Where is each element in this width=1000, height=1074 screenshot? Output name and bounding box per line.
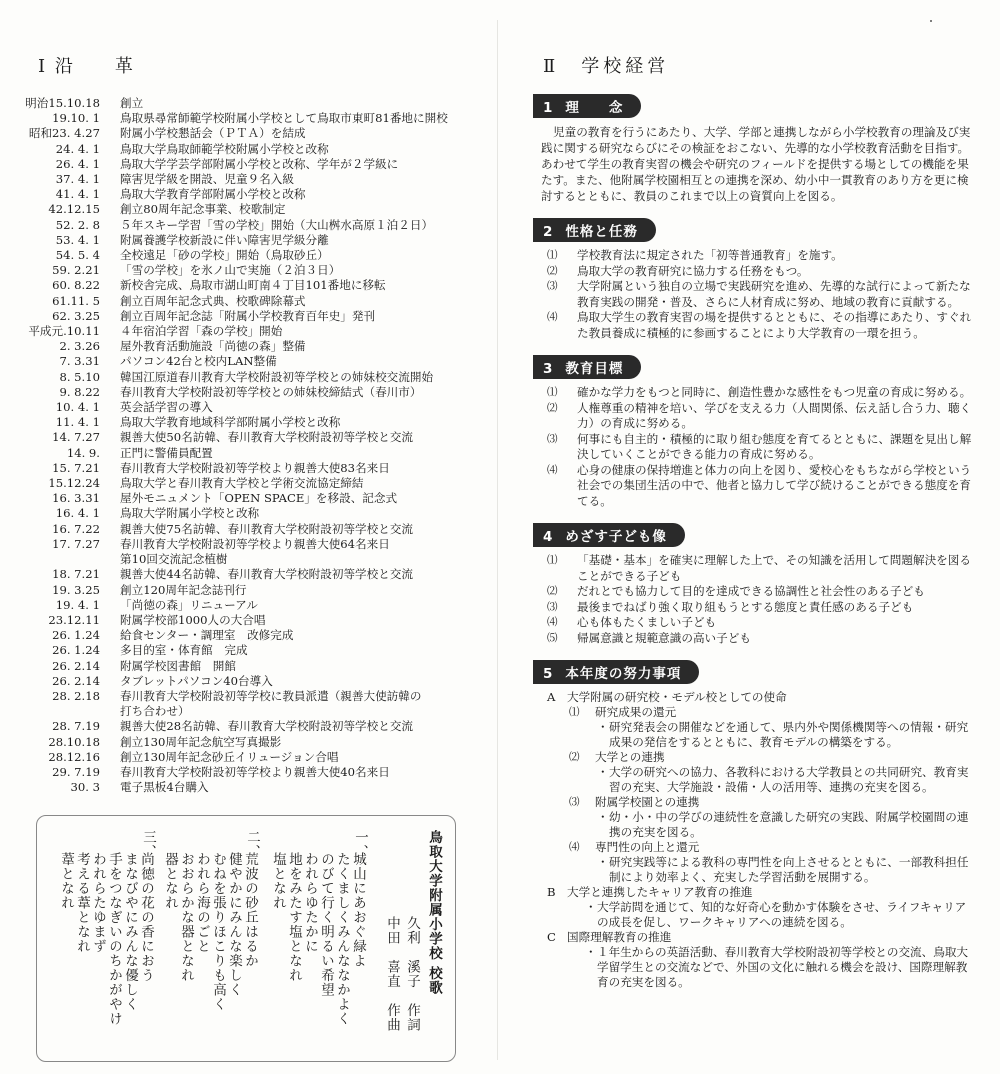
history-row	[22, 400, 477, 415]
verse-line: 荒波の砂丘はるか	[242, 852, 258, 968]
history-text: 屋外教育活動施設「尚徳の森」整備	[120, 339, 306, 354]
effort-c-detail: ・ １年生からの英語活動、春川教育大学校附設初等学校との交流、鳥取大学留学生との交流などで、外国の文化に触れる機会を設け、国際理解教育の充実を図る。	[585, 945, 969, 989]
history-row	[22, 142, 477, 157]
effort-subitem: ⑶ 附属学校園との連携	[569, 795, 700, 809]
history-date: 23.12.11	[48, 612, 100, 627]
verse-line: まなびやにみんな優しく	[122, 852, 138, 1012]
history-row	[22, 370, 477, 385]
history-row	[22, 294, 477, 309]
verse-line: 城山にあおぐ緑よ	[350, 852, 366, 968]
history-date: 28.12.16	[48, 749, 100, 764]
history-row	[22, 689, 477, 704]
history-text: 親善大使50名訪韓、春川教育大学校附設初等学校と交流	[120, 430, 414, 445]
history-row	[22, 446, 477, 461]
history-date: 29. 7.19	[52, 764, 100, 779]
history-date: 37. 4. 1	[55, 172, 100, 187]
history-text: 春川教育大学校附設初等学校より親善大使64名来日	[120, 536, 390, 551]
history-text: 「尚徳の森」リニューアル	[120, 597, 258, 612]
history-date: 26. 1.24	[52, 643, 100, 658]
history-title: Ⅰ 沿 革	[38, 56, 135, 77]
history-text: 創立百周年記念式典、校歌碑除幕式	[120, 293, 306, 308]
history-text: 障害児学級を開設、児童９名入級	[120, 172, 294, 187]
history-row	[22, 628, 477, 643]
history-text: 附属学校部1000人の大合唱	[120, 612, 266, 627]
history-row	[22, 278, 477, 293]
history-text: 打ち合わせ）	[120, 704, 190, 719]
song-lyricist: 久利 溪子 作詞	[404, 916, 420, 1032]
history-date: 17. 7.27	[52, 536, 100, 551]
list-item: ⑶ 大学附属という独自の立場で実践研究を進め、先導的な試行によって新たな教育実践の開発・普及、さらに人材育成に努め、地域の教育に貢献する。	[547, 279, 971, 309]
history-text: 親善大使44名訪韓、春川教育大学校附設初等学校と交流	[120, 567, 414, 582]
verse-line: 葦となれ	[58, 852, 74, 910]
song-title: 鳥取大学附属小学校 校歌	[426, 830, 442, 996]
history-row	[22, 765, 477, 780]
history-text: 屋外モニュメント「OPEN SPACE」を移設、記念式	[120, 491, 398, 506]
verse-line: 考える葦となれ	[74, 852, 90, 954]
verse-line: 手をつなぎいのちかがやけ	[106, 852, 122, 1026]
history-row	[22, 309, 477, 324]
section-heading: 1 理 念	[533, 94, 641, 118]
history-row	[22, 354, 477, 369]
verse-line: 地をみたす塩となれ	[286, 852, 302, 983]
history-date: 15.12.24	[48, 476, 100, 491]
history-date: 42.12.15	[48, 202, 100, 217]
list-item: ⑵ だれとでも協力して目的を達成できる協調性と社会性のある子ども	[547, 584, 925, 598]
effort-subitem-detail: ・ 大学の研究への協力、各教科における大学教員との共同研究、教育実習の充実、大学施設・設備・人の活用等、連携の充実を図る。	[597, 765, 969, 794]
history-row	[22, 552, 477, 567]
history-column	[22, 52, 477, 795]
verse-line: 尚徳の花の香におう	[138, 852, 154, 983]
verse-line: われらゆたかに	[302, 852, 318, 954]
history-row	[22, 324, 477, 339]
verse-number: 二、	[244, 830, 260, 859]
history-text: 創立120周年記念誌刊行	[120, 582, 247, 597]
history-row	[22, 506, 477, 521]
history-text: 鳥取大学学芸学部附属小学校と改称、学年が２学級に	[120, 156, 399, 171]
history-text: 創立80周年記念事業、校歌制定	[120, 202, 286, 217]
effort-b: B 大学と連携したキャリア教育の推進	[547, 885, 753, 899]
history-row	[22, 522, 477, 537]
history-text: 鳥取県尋常師範学校附属小学校として鳥取市東町81番地に開校	[120, 111, 448, 126]
history-date: 26. 2.14	[52, 658, 100, 673]
history-text: 春川教育大学校附設初等学校より親善大使83名来日	[120, 460, 390, 475]
history-text: 創立百周年記念誌「附属小学校教育百年史」発刊	[120, 308, 376, 323]
list-item: ⑷ 鳥取大学生の教育実習の場を提供するとともに、その指導にあたり、すぐれた教員養成に積極的に参画することにより大学教育の一環を担う。	[547, 310, 972, 340]
school-song-box	[36, 815, 456, 1062]
history-date: 15. 7.21	[52, 460, 100, 475]
history-text: 附属養護学校新設に伴い障害児学級分離	[120, 232, 329, 247]
history-date: 昭和23. 4.27	[28, 126, 100, 141]
history-date: 59. 2.21	[52, 263, 100, 278]
management-column	[527, 52, 977, 1004]
history-row	[22, 233, 477, 248]
history-text: 創立130周年記念砂丘イリュージョン合唱	[120, 749, 339, 764]
verse-line: 塩となれ	[270, 852, 286, 910]
history-row	[22, 111, 477, 126]
list-item: ⑴ 「基礎・基本」を確実に理解した上で、その知識を活用して問題解決を図ることができる子ども	[547, 553, 971, 583]
verse-line: たくましくみんななかよく	[334, 852, 350, 1026]
history-row	[22, 461, 477, 476]
history-date: 19. 3.25	[52, 582, 100, 597]
history-text: 「雪の学校」を氷ノ山で実施（２泊３日）	[120, 263, 341, 278]
verse-line: 健やかにみんな楽しく	[226, 852, 242, 997]
effort-subitem: ⑷ 専門性の向上と還元	[569, 840, 700, 854]
effort-subitem-detail: ・ 幼・小・中の学びの連続性を意識した研究の実践、附属学校園間の連携の充実を図る。	[597, 810, 969, 839]
section-ideal-child	[527, 523, 977, 646]
history-date: 7. 3.31	[59, 354, 100, 369]
history-date: 26. 4. 1	[55, 156, 100, 171]
list-item: ⑴ 学校教育法に規定された「初等普通教育」を施す。	[547, 248, 843, 262]
verse-number: 三、	[140, 830, 156, 859]
history-text: 英会話学習の導入	[120, 400, 213, 415]
history-row	[22, 491, 477, 506]
history-date: 18. 7.21	[52, 567, 100, 582]
history-text: 正門に警備員配置	[120, 445, 213, 460]
history-row	[22, 674, 477, 689]
list-item: ⑶ 何事にも自主的・積極的に取り組む態度を育てるとともに、課題を見出し解決していくことができる能力の育成に努める。	[547, 431, 972, 461]
history-row	[22, 476, 477, 491]
history-text: 創立130周年記念航空写真撮影	[120, 734, 282, 749]
verse-line: われらたゆまず	[90, 852, 106, 954]
history-text: 親善大使75名訪韓、春川教育大学校附設初等学校と交流	[120, 521, 414, 536]
history-row	[22, 126, 477, 141]
history-date: 平成元.10.11	[28, 324, 100, 339]
list-item: ⑵ 鳥取大学の教育研究に協力する任務をもつ。	[547, 263, 809, 278]
history-text: 創立	[120, 96, 144, 110]
history-text: 全校遠足「砂の学校」開始（鳥取砂丘）	[120, 248, 329, 263]
verse-line: のびて行く明るい希望	[318, 852, 334, 997]
history-text: パソコン42台と校内LAN整備	[120, 354, 277, 369]
list-item: ⑷ 心も体もたくましい子ども	[547, 615, 717, 629]
history-date: 28.10.18	[48, 734, 100, 749]
history-text: 新校舎完成、鳥取市湖山町南４丁目101番地に移転	[120, 278, 386, 293]
history-text: 給食センター・調理室 改修完成	[120, 628, 294, 643]
history-row	[22, 157, 477, 172]
history-row	[22, 583, 477, 598]
history-text: 親善大使28名訪韓、春川教育大学校附設初等学校と交流	[120, 719, 414, 734]
history-date: 30. 3	[70, 780, 100, 795]
history-date: 26. 2.14	[52, 673, 100, 688]
history-row	[22, 187, 477, 202]
verse-line: おおらかな器となれ	[178, 852, 194, 983]
effort-subitem-detail: ・ 研究発表会の開催などを通して、県内外や関係機関等への情報・研究成果の発信をするとともに、教育モデルの構築をする。	[597, 720, 969, 749]
history-date	[22, 704, 120, 719]
section-efforts	[527, 660, 977, 990]
management-title: Ⅱ 学校経営	[543, 56, 670, 77]
history-text: 第10回交流記念植樹	[120, 552, 228, 567]
history-row	[22, 735, 477, 750]
history-date: 10. 4. 1	[55, 400, 100, 415]
history-date: 16. 4. 1	[55, 506, 100, 521]
history-text: 春川教育大学校附設初等学校より親善大使40名来日	[120, 764, 390, 779]
history-row	[22, 643, 477, 658]
history-date: 明治15.10.18	[25, 96, 100, 110]
history-date: 26. 1.24	[52, 628, 100, 643]
history-text: 鳥取大学と春川教育大学校と学術交流協定締結	[120, 476, 364, 491]
history-date: 16. 3.31	[52, 491, 100, 506]
history-date: 16. 7.22	[52, 521, 100, 536]
section-heading: 4 めざす子ども像	[533, 523, 685, 547]
history-text: タブレットパソコン40台導入	[120, 673, 273, 688]
section-heading: 5 本年度の努力事項	[533, 660, 699, 684]
history-date: 28. 7.19	[52, 719, 100, 734]
history-date: 52. 2. 8	[55, 217, 100, 232]
section-heading: 2 性格と任務	[533, 218, 656, 242]
history-list	[22, 96, 477, 795]
section-philosophy	[527, 94, 977, 204]
history-date: 61.11. 5	[52, 293, 100, 308]
history-row	[22, 385, 477, 400]
history-row	[22, 96, 477, 111]
section-heading: 3 教育目標	[533, 355, 641, 379]
page-divider	[497, 20, 498, 1060]
history-text: 韓国江原道春川教育大学校附設初等学校との姉妹校交流開始	[120, 369, 434, 384]
list-item: ⑸ 帰属意識と規範意識の高い子ども	[547, 630, 751, 645]
history-text: ５年スキー学習「雪の学校」開始（大山桝水高原１泊２日）	[120, 217, 434, 232]
history-date: 41. 4. 1	[55, 187, 100, 202]
effort-subitem-detail: ・ 研究実践等による教科の専門性を向上させるとともに、一部教科担任制により効率よく、充実した学習活動を展開する。	[597, 855, 969, 884]
section-goals	[527, 355, 977, 509]
history-date: 19.10. 1	[52, 111, 100, 126]
history-row	[22, 567, 477, 582]
history-row	[22, 218, 477, 233]
history-row	[22, 339, 477, 354]
history-row	[22, 430, 477, 445]
list-item: ⑴ 確かな学力をもつと同時に、創造性豊かな感性をもつ児童の育成に努める。	[547, 385, 972, 399]
scan-mark	[930, 20, 932, 22]
history-row	[22, 613, 477, 628]
verse-line: われら海のごと	[194, 852, 210, 954]
history-text: 春川教育大学校附設初等学校に教員派遣（親善大使訪韓の	[120, 688, 422, 703]
effort-b-detail: ・ 大学訪問を通じて、知的な好奇心を動かす体験をさせ、ライフキャリアの成長を促し、ワークキャリアへの連続を図る。	[585, 900, 967, 929]
history-text: 春川教育大学校附設初等学校との姉妹校締結式（春川市）	[120, 384, 422, 399]
history-row	[22, 248, 477, 263]
history-row	[22, 750, 477, 765]
history-row	[22, 719, 477, 734]
song-composer: 中田 喜直 作曲	[384, 916, 400, 1032]
history-date: 2. 3.26	[59, 339, 100, 354]
history-date: 60. 8.22	[52, 278, 100, 293]
verse-line: むねを張りほこりも高く	[210, 852, 226, 1012]
history-text: 附属小学校懇話会（ＰＴＡ）を結成	[120, 126, 306, 141]
history-row	[22, 659, 477, 674]
history-date: 53. 4. 1	[55, 232, 100, 247]
history-date: 14. 7.27	[52, 430, 100, 445]
verse-line: 器となれ	[162, 852, 178, 910]
history-text: 鳥取大学教育学部附属小学校と改称	[120, 187, 306, 202]
section-character	[527, 218, 977, 341]
list-item: ⑵ 人権尊重の精神を培い、学びを支える力（人間関係、伝え話し合う力、聴く力）の育成に努める。	[547, 400, 972, 430]
history-row	[22, 172, 477, 187]
effort-subitem: ⑵ 大学との連携	[569, 750, 665, 764]
history-date: 24. 4. 1	[55, 141, 100, 156]
history-row	[22, 780, 477, 795]
history-date: 54. 5. 4	[55, 248, 100, 263]
history-text: 電子黒板4台購入	[120, 780, 209, 795]
history-date: 14. 9.	[66, 445, 100, 460]
effort-a: A 大学附属の研究校・モデル校としての使命	[547, 690, 787, 704]
verse-number: 一、	[352, 830, 368, 859]
philosophy-text: 児童の教育を行うにあたり、大学、学部と連携しながら小学校教育の理論及び実践に関する研究ならびにその検証をおこない、先導的な小学校教育活動を目指す。あわせて学生の教育実習の機会や研究のフィールドを提供する場としての機能を果たす。また、他附属学校園相互との連携を深め、幼小中一貫教育のあり方を更に検討するとともに、教員のこれまで以上の資質向上を図る。	[541, 125, 971, 203]
history-text: 鳥取大学鳥取師範学校附属小学校と改称	[120, 141, 329, 156]
list-item: ⑶ 最後までねばり強く取り組もうとする態度と責任感のある子ども	[547, 599, 914, 614]
effort-subitem: ⑴ 研究成果の還元	[569, 705, 677, 719]
history-text: 鳥取大学附属小学校と改称	[120, 506, 260, 521]
list-item: ⑷ 心身の健康の保持増進と体力の向上を図り、愛校心をもちながら学校という社会での集団生活の中で、他者と協力して学び続けることができる態度を育てる。	[547, 462, 972, 508]
history-row	[22, 704, 477, 719]
history-text: 附属学校図書館 開館	[120, 658, 236, 673]
history-row	[22, 415, 477, 430]
history-date: 8. 5.10	[59, 369, 100, 384]
history-row	[22, 202, 477, 217]
history-text: ４年宿泊学習「森の学校」開始	[120, 324, 283, 339]
effort-c: C 国際理解教育の推進	[547, 930, 672, 944]
history-row	[22, 263, 477, 278]
history-date: 9. 8.22	[59, 384, 100, 399]
history-row	[22, 598, 477, 613]
history-date: 28. 2.18	[52, 688, 100, 703]
history-date	[22, 552, 120, 567]
history-text: 多目的室・体育館 完成	[120, 643, 248, 658]
history-row	[22, 537, 477, 552]
history-date: 62. 3.25	[52, 308, 100, 323]
history-date: 11. 4. 1	[55, 415, 100, 430]
history-date: 19. 4. 1	[55, 597, 100, 612]
history-text: 鳥取大学教育地域科学部附属小学校と改称	[120, 415, 341, 430]
